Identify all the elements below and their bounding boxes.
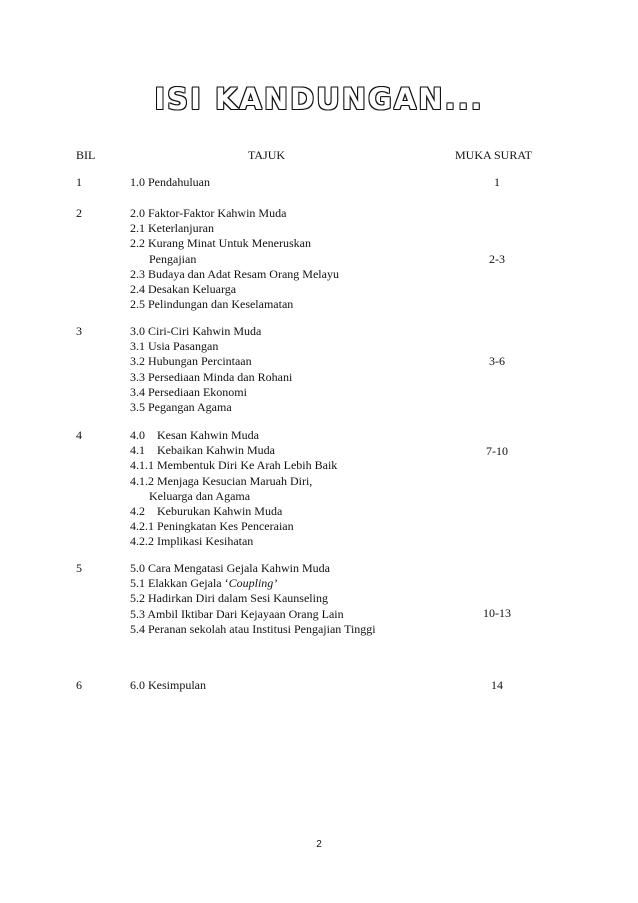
toc-item: 3.2 Hubungan Percintaan [130,354,252,369]
toc-item [130,576,376,591]
toc-item: 3.3 Persediaan Minda dan Rohani [130,369,293,384]
toc-item: 5.0 Cara Mengatasi Gejala Kahwin Muda [130,561,330,575]
section-page: 3-6 [489,354,505,368]
page-number: 2 [316,839,322,850]
section-bil: 5 [76,561,82,575]
toc-item: 1.0 Pendahuluan [130,175,210,189]
toc-item: 4.1 Kebaikan Kahwin Muda [130,443,275,458]
toc-item: Pengajian [149,251,197,266]
section-items [130,561,376,637]
toc-item: 3.0 Ciri-Ciri Kahwin Muda [130,324,262,338]
toc-item: 4.2.1 Peningkatan Kes Penceraian [130,519,294,534]
section-page: 1 [494,175,500,189]
toc-item: 4.0 Kesan Kahwin Muda [130,428,259,442]
toc-item: 2.2 Kurang Minat Untuk Meneruskan [130,236,311,251]
section-items [130,175,210,190]
section-bil: 1 [76,175,82,189]
section-page: 2-3 [489,252,505,266]
header-bil: BIL [76,148,96,162]
toc-item: 4.2.2 Implikasi Kesihatan [130,534,254,549]
section-items [130,206,339,312]
toc-item: 4.2 Keburukan Kahwin Muda [130,504,283,519]
toc-item: 4.1.2 Menjaga Kesucian Maruah Diri, [130,473,313,488]
section-bil: 4 [76,428,82,442]
section-page: 10-13 [483,606,511,620]
toc-item: Keluarga dan Agama [149,488,251,503]
page-title: ISI KANDUNGAN... [154,82,484,116]
toc-item: 5.4 Peranan sekolah atau Institusi Pengajian Tinggi [130,621,376,636]
header-muka-surat: MUKA SURAT [455,148,533,162]
toc-item: 3.1 Usia Pasangan [130,339,219,354]
toc-item: 2.4 Desakan Keluarga [130,282,237,297]
coupling-italic: Coupling’ [228,576,278,591]
toc-item-text: 5.1 Elakkan Gejala ‘ [130,576,229,591]
toc-item: 4.1.1 Membentuk Diri Ke Arah Lebih Baik [130,458,338,473]
toc-item: 2.3 Budaya dan Adat Resam Orang Melayu [130,266,339,281]
section-page: 14 [491,678,503,692]
toc-item: 5.3 Ambil Iktibar Dari Kejayaan Orang Lain [130,606,344,621]
section-items [130,324,292,415]
toc-item: 3.5 Pegangan Agama [130,400,232,415]
toc-item: 5.2 Hadirkan Diri dalam Sesi Kaunseling [130,591,328,606]
toc-item: 3.4 Persediaan Ekonomi [130,384,247,399]
header-tajuk: TAJUK [248,148,286,162]
section-page: 7-10 [486,444,508,458]
section-bil: 6 [76,678,82,692]
section-items [130,678,206,693]
section-items [130,428,337,550]
section-bil: 2 [76,206,82,220]
toc-item: 2.0 Faktor-Faktor Kahwin Muda [130,206,287,220]
toc-item: 6.0 Kesimpulan [130,678,206,692]
toc-item: 2.5 Pelindungan dan Keselamatan [130,297,294,312]
toc-item: 2.1 Keterlanjuran [130,221,214,236]
section-bil: 3 [76,324,82,338]
